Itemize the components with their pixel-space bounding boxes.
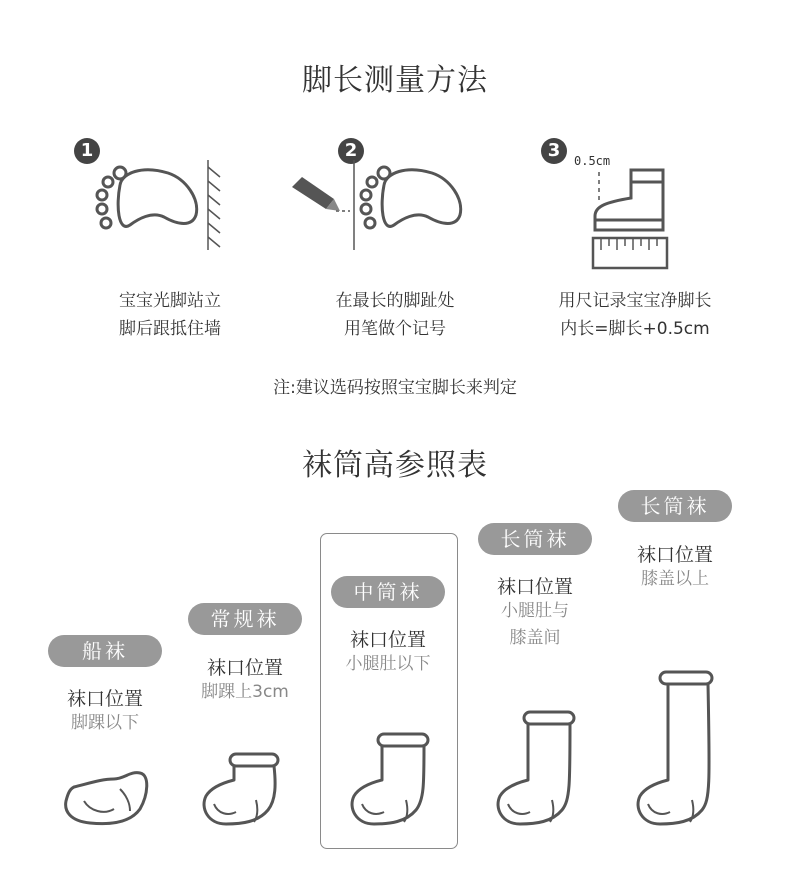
- sock-3-label: 袜口位置: [349, 629, 426, 651]
- sock-2-label: 袜口位置: [206, 657, 283, 679]
- badge-mid-calf-sock: 中筒袜: [331, 576, 445, 608]
- no-show-sock-icon: [60, 765, 155, 830]
- badge-regular-sock: 常规袜: [188, 603, 302, 635]
- knee-high-sock-icon: [490, 708, 582, 830]
- mid-calf-sock-icon: [344, 730, 436, 830]
- step-3-number: 3: [541, 138, 567, 164]
- step-1-line-1: 宝宝光脚站立: [119, 291, 221, 311]
- pencil-mark-foot-icon: [288, 155, 478, 255]
- step-3-text: [520, 287, 750, 343]
- badge-over-knee-sock: 长筒袜: [618, 490, 732, 522]
- sock-2-desc: 脚踝上3cm: [201, 682, 289, 702]
- step-1-line-2: 脚后跟抵住墙: [119, 319, 221, 339]
- sock-4-desc-line-2: 膝盖间: [509, 628, 561, 648]
- heights-title: 袜筒高参照表: [302, 448, 488, 483]
- sock-1-desc: 脚踝以下: [71, 713, 139, 733]
- sock-4-desc-line-1: 小腿肚与: [501, 601, 569, 621]
- sock-5-desc: 膝盖以上: [641, 569, 709, 589]
- regular-sock-icon: [196, 750, 286, 830]
- size-selection-note: 注:建议选码按照宝宝脚长来判定: [273, 378, 517, 398]
- step-3-line-2: 内长=脚长+0.5cm: [560, 319, 710, 339]
- sock-1-label: 袜口位置: [66, 688, 143, 710]
- step-2-line-2: 用笔做个记号: [344, 319, 446, 339]
- step-2-number: 2: [338, 138, 364, 164]
- badge-no-show-sock: 船袜: [48, 635, 162, 667]
- over-knee-sock-icon: [630, 668, 722, 830]
- step-1-number: 1: [74, 138, 100, 164]
- foot-at-wall-icon: [90, 155, 230, 255]
- sock-5-label: 袜口位置: [636, 544, 713, 566]
- sock-4-label: 袜口位置: [496, 576, 573, 598]
- sock-3-desc: 小腿肚以下: [345, 654, 431, 674]
- shoe-ruler-icon: [585, 168, 685, 278]
- step-3-line-1: 用尺记录宝宝净脚长: [558, 291, 712, 311]
- measure-title: 脚长测量方法: [302, 63, 488, 98]
- step-1-text: [60, 287, 280, 343]
- step-2-text: [285, 287, 505, 343]
- badge-knee-high-sock: 长筒袜: [478, 523, 592, 555]
- sock-4-desc: [465, 598, 605, 652]
- step-2-line-1: 在最长的脚趾处: [335, 291, 455, 311]
- offset-annotation: 0.5cm: [574, 154, 611, 168]
